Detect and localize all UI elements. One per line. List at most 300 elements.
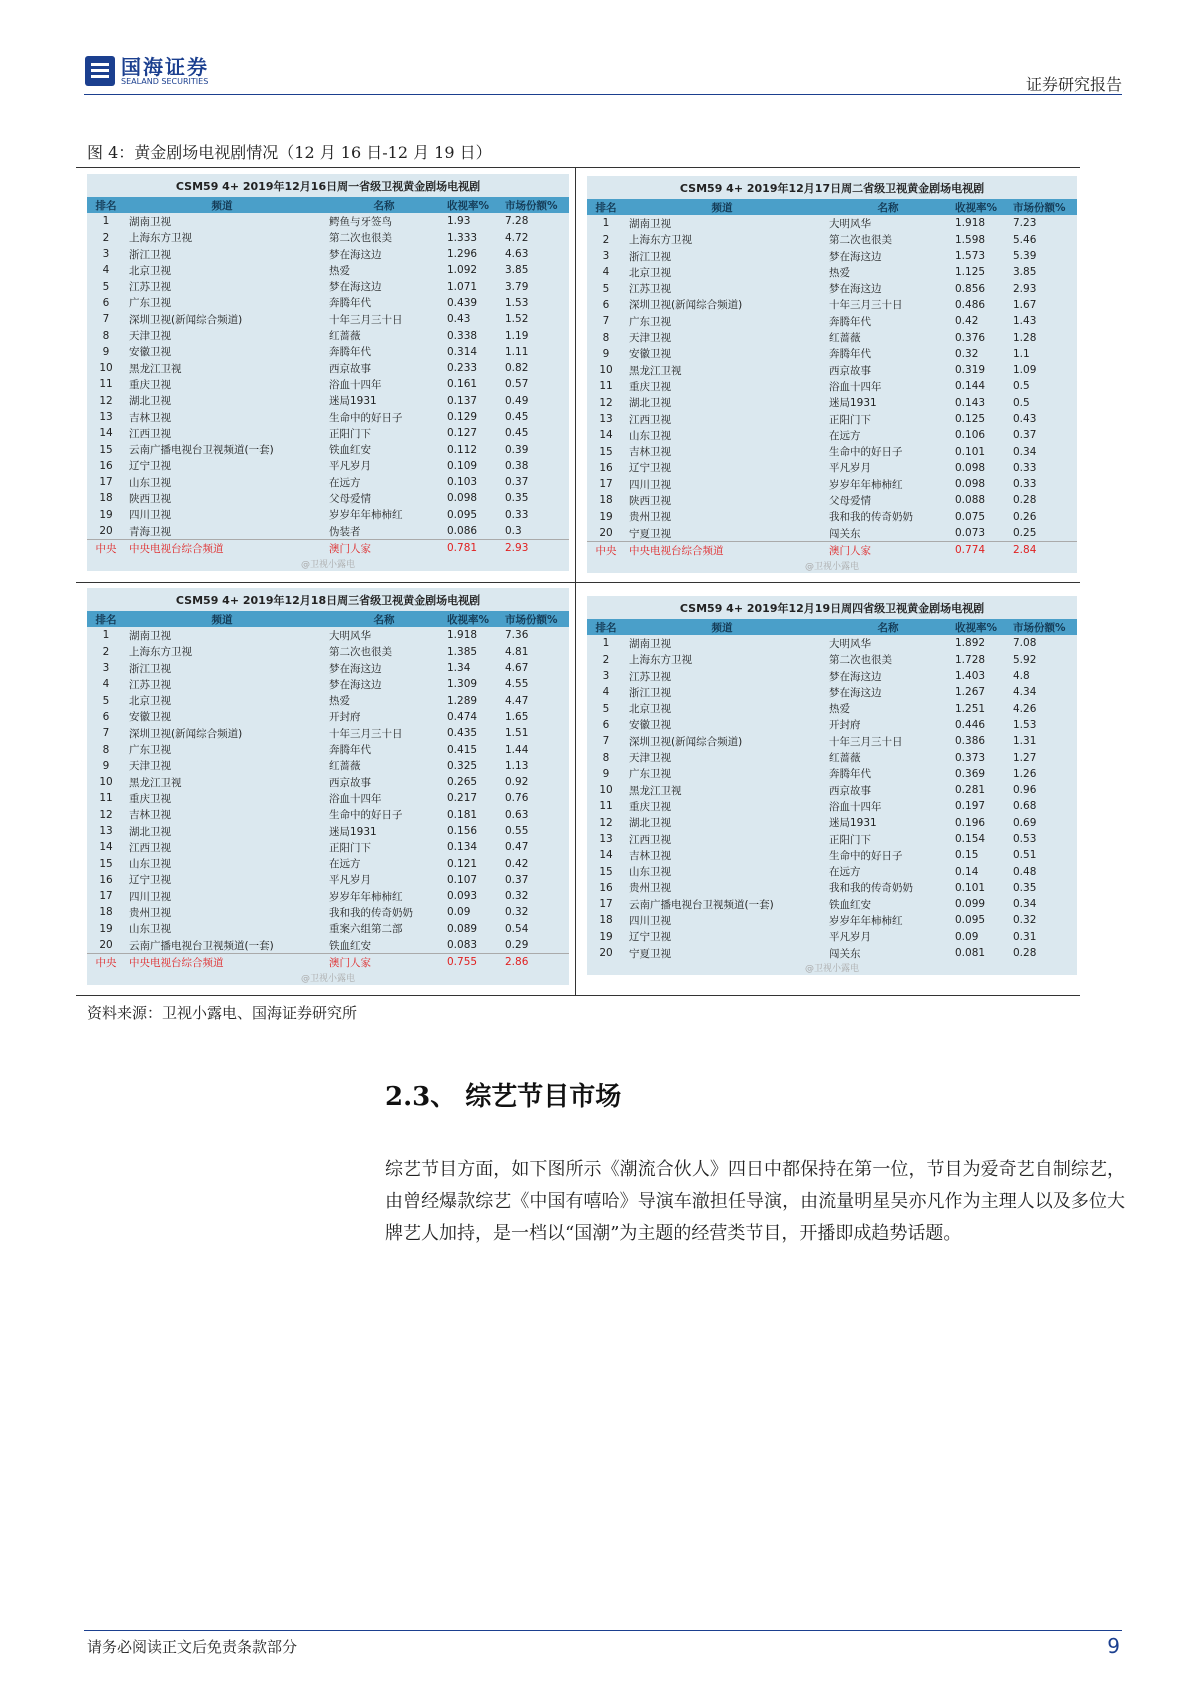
table-cell: 宁夏卫视 [629, 947, 671, 960]
table-cell: 1.918 [955, 217, 986, 230]
table-row [87, 660, 569, 676]
table-cell: 安徽卫视 [629, 348, 671, 361]
table-cell: 热爱 [329, 695, 350, 708]
table-row [587, 248, 1077, 264]
table-cell: 0.42 [955, 315, 979, 328]
table-cell: 9 [102, 345, 110, 358]
table-cell: 生命中的好日子 [829, 849, 903, 862]
table-cell: 吉林卫视 [129, 411, 171, 424]
table-cell: 热爱 [329, 264, 350, 277]
table-cell: 四川卫视 [129, 890, 171, 903]
table-cell: 7 [602, 735, 610, 748]
table-cell: 18 [99, 492, 113, 505]
cctv-row [87, 953, 569, 970]
table-cell: 3.79 [505, 280, 529, 293]
table-row [87, 692, 569, 708]
table-cell: 0.32 [505, 906, 529, 919]
table-cell: 在远方 [829, 429, 861, 442]
table-cell: 18 [599, 914, 613, 927]
table-cell: 陕西卫视 [629, 494, 671, 507]
table-cell: 梦在海这边 [329, 248, 382, 261]
table-cell: 奔腾年代 [829, 348, 871, 361]
table-cell: 第二次也很美 [329, 232, 392, 245]
table-row [587, 929, 1077, 945]
table-cell: 4.63 [505, 248, 529, 261]
table-cell: 闯关东 [829, 527, 861, 540]
table-cell: 17 [599, 898, 613, 911]
table-cell: 1.09 [1013, 364, 1037, 377]
table-row [587, 443, 1077, 459]
table-cell: 0.095 [955, 914, 986, 927]
table-cell: 10 [599, 784, 613, 797]
page-number: 9 [1107, 1634, 1120, 1658]
table-cell: 16 [599, 461, 613, 474]
table-cell: 1.67 [1013, 298, 1037, 311]
table-cell: 2 [602, 653, 610, 666]
table-row [87, 409, 569, 425]
table-cell: 梦在海这边 [329, 678, 382, 691]
table-cell: 0.098 [955, 461, 986, 474]
table-row [587, 378, 1077, 394]
table-cell: 0.42 [505, 857, 529, 870]
column-header: 名称 [877, 621, 899, 634]
column-header: 排名 [95, 199, 117, 212]
table-cell: 山东卫视 [129, 858, 171, 871]
table-cell: 7.36 [505, 629, 529, 642]
table-cell: 12 [599, 396, 613, 409]
table-row [587, 297, 1077, 313]
table-cell: 安徽卫视 [129, 346, 171, 359]
table-row [587, 717, 1077, 733]
table-cell: 黑龙江卫视 [129, 362, 182, 375]
table-cell: 西京故事 [329, 776, 371, 789]
table-cell: 0.82 [505, 362, 529, 375]
table-cell: 13 [599, 413, 613, 425]
table-cell: 我和我的传奇奶奶 [329, 906, 413, 919]
table-cell: 0.088 [955, 494, 986, 507]
table-cell: 大明风华 [829, 637, 871, 650]
table-cell: 父母爱情 [329, 492, 371, 505]
table-cell: 正阳门下 [829, 833, 871, 846]
table-cell: 江西卫视 [129, 427, 171, 440]
table-cell: 辽宁卫视 [629, 462, 671, 475]
table-cell: 9 [602, 347, 610, 360]
table-cell: 奔腾年代 [329, 297, 371, 310]
table-cell: 0.29 [505, 939, 529, 952]
table-cell: 0.51 [1013, 849, 1037, 862]
table-cell: 1 [602, 637, 610, 650]
table-cell: 江西卫视 [129, 841, 171, 854]
table-cell: 12 [599, 816, 613, 829]
table-cell: 北京卫视 [629, 266, 671, 279]
table-row [87, 327, 569, 343]
table-cell: 1.309 [447, 678, 478, 691]
table-cell: 0.281 [955, 784, 986, 797]
table-cell: 6 [102, 710, 110, 723]
table-header [587, 619, 1077, 635]
table-cell: 0.5 [1013, 380, 1030, 393]
table-cell: 0.45 [505, 427, 529, 440]
table-cell: 奔腾年代 [829, 315, 871, 328]
table-cell: 0.96 [1013, 784, 1037, 797]
table-cell: 0.28 [1013, 947, 1037, 960]
table-cell: 1.892 [955, 637, 986, 650]
table-row [587, 427, 1077, 443]
table-cell: 正阳门下 [329, 841, 371, 854]
table-cell: 0.15 [955, 849, 979, 862]
table-cell: 15 [99, 857, 113, 870]
table-cell: 1 [102, 629, 110, 642]
table-cell: 1.296 [447, 248, 478, 261]
table-cell: 13 [599, 833, 613, 845]
figure-caption: 图 4：黄金剧场电视剧情况（12 月 16 日-12 月 19 日） [87, 143, 492, 162]
table-cell: 贵州卫视 [629, 511, 671, 524]
table-cell: 0.68 [1013, 800, 1037, 813]
table-cell: 5.92 [1013, 653, 1037, 666]
table-cell: 1.34 [447, 662, 471, 675]
table-cell: 0.083 [447, 939, 478, 952]
table-cell: 11 [599, 380, 613, 393]
table-cell: 岁岁年年柿柿红 [829, 478, 903, 491]
table-cell: 0.55 [505, 825, 529, 837]
figure-source: 资料来源：卫视小露电、国海证券研究所 [87, 1004, 358, 1022]
table-cell: 7 [102, 313, 110, 326]
table-row [87, 758, 569, 774]
table-row [587, 896, 1077, 912]
table-cell: 0.103 [447, 476, 478, 489]
table-cell: 0.37 [1013, 429, 1037, 442]
table-cell: 1.289 [447, 694, 478, 707]
table-cell: 梦在海这边 [829, 283, 882, 296]
table-row [587, 346, 1077, 362]
ratings-table [587, 596, 1077, 975]
table-cell: 12 [99, 808, 113, 821]
table-cell: 伪装者 [329, 525, 361, 538]
table-cell: 0.196 [955, 816, 986, 829]
table-row [87, 627, 569, 643]
table-cell: 岁岁年年柿柿红 [329, 890, 403, 903]
table-cell: 5 [102, 280, 110, 293]
table-cell: 13 [99, 825, 113, 837]
table-cell: 0.369 [955, 767, 986, 780]
table-cell: 1.93 [447, 215, 471, 228]
table-cell: 山东卫视 [629, 866, 671, 879]
table-cell: 1.403 [955, 670, 986, 683]
table-cell: 广东卫视 [129, 744, 171, 757]
table-cell: 0.39 [505, 443, 529, 456]
table-cell: 安徽卫视 [629, 719, 671, 732]
table-cell: 0.856 [955, 282, 986, 295]
table-row [87, 709, 569, 725]
table-cell: 我和我的传奇奶奶 [829, 511, 913, 524]
table-row [587, 509, 1077, 525]
table-cell: 9 [602, 767, 610, 780]
table-cell: 0.181 [447, 808, 478, 821]
table-cell: 0.098 [955, 478, 986, 491]
table-cell: 4.55 [505, 678, 529, 691]
table-cell: 大明风华 [329, 629, 371, 642]
table-cell: 浙江卫视 [629, 250, 671, 263]
table-cell: 澳门人家 [329, 956, 371, 969]
table-cell: 迷局1931 [329, 395, 377, 408]
table-cell: 江苏卫视 [629, 283, 671, 296]
table-cell: 湖北卫视 [629, 397, 671, 410]
column-header: 市场份额% [1013, 201, 1066, 214]
table-cell: 山东卫视 [129, 923, 171, 936]
table-cell: 0.774 [955, 544, 986, 557]
table-cell: 迷局1931 [829, 817, 877, 830]
table-row [587, 668, 1077, 684]
table-row [87, 839, 569, 855]
table-cell: 19 [599, 510, 613, 523]
table-cell: 13 [99, 411, 113, 423]
table-row [587, 912, 1077, 928]
table-row [87, 790, 569, 806]
table-cell: 0.101 [955, 881, 986, 894]
table-cell: 1.598 [955, 233, 986, 246]
table-cell: 十年三月三十日 [329, 313, 403, 326]
table-row [587, 362, 1077, 378]
table-row [587, 460, 1077, 476]
table-cell: 3 [602, 250, 610, 263]
table-cell: 0.43 [1013, 413, 1037, 425]
table-row [587, 635, 1077, 651]
table-row [87, 725, 569, 741]
table-cell: 第二次也很美 [329, 646, 392, 659]
table-cell: 北京卫视 [129, 264, 171, 277]
table-cell: 0.075 [955, 510, 986, 523]
table-cell: 重庆卫视 [629, 380, 671, 393]
table-cell: 黑龙江卫视 [629, 364, 682, 377]
table-cell: 0.53 [1013, 833, 1037, 845]
table-title: CSM59 4+ 2019年12月17日周二省级卫视黄金剧场电视剧 [679, 182, 985, 195]
table-cell: 1 [602, 217, 610, 230]
table-cell: 平凡岁月 [829, 462, 871, 475]
table-cell: 大明风华 [829, 217, 871, 230]
table-row [87, 295, 569, 311]
table-row [87, 676, 569, 692]
table-header [87, 611, 569, 627]
table-cell: 15 [599, 445, 613, 458]
table-cell: 0.54 [505, 922, 529, 935]
table-cell: 热爱 [829, 703, 850, 716]
table-cell: 青海卫视 [129, 525, 171, 538]
table-cell: 湖南卫视 [629, 217, 671, 230]
table-cell: 0.34 [1013, 898, 1037, 911]
table-cell: 0.314 [447, 345, 478, 358]
table-cell: 1.251 [955, 702, 986, 715]
table-cell: 14 [599, 429, 613, 442]
table-cell: 0.76 [505, 792, 529, 805]
table-cell: 0.57 [505, 378, 529, 391]
table-cell: 澳门人家 [829, 544, 871, 557]
table-cell: 吉林卫视 [129, 809, 171, 822]
table-cell: 北京卫视 [629, 703, 671, 716]
table-cell: 2 [102, 645, 110, 658]
table-cell: 0.09 [955, 930, 979, 943]
table-cell: 9 [102, 759, 110, 772]
table-cell: 重案六组第二部 [329, 923, 403, 936]
table-row [587, 863, 1077, 879]
table-title: CSM59 4+ 2019年12月18日周三省级卫视黄金剧场电视剧 [175, 594, 481, 607]
table-cell: 8 [602, 331, 610, 344]
table-cell: 江苏卫视 [129, 678, 171, 691]
table-cell: 梦在海这边 [829, 670, 882, 683]
table-cell: 16 [99, 459, 113, 472]
logo-en: SEALAND SECURITIES [121, 76, 209, 86]
table-cell: 十年三月三十日 [829, 735, 903, 748]
table-cell: 天津卫视 [129, 330, 171, 343]
ratings-table [87, 588, 569, 985]
table-cell: 0.125 [955, 413, 986, 425]
table-cell: 0.338 [447, 329, 478, 342]
table-cell: 0.32 [955, 347, 979, 360]
table-cell: 平凡岁月 [329, 874, 371, 887]
table-cell: 0.474 [447, 710, 478, 723]
table-row [587, 700, 1077, 716]
table-row [87, 507, 569, 523]
table-cell: 1.267 [955, 686, 986, 699]
table-cell: 14 [599, 849, 613, 862]
table-row [87, 360, 569, 376]
table-row [87, 311, 569, 327]
table-cell: 红蔷薇 [829, 332, 861, 345]
table-cell: 0.143 [955, 396, 986, 409]
table-cell: 20 [99, 939, 113, 952]
table-row [87, 344, 569, 360]
table-cell: 0.26 [1013, 510, 1037, 523]
table-cell: 重庆卫视 [129, 378, 171, 391]
table-row [587, 798, 1077, 814]
table-row [587, 476, 1077, 492]
table-row [587, 329, 1077, 345]
table-cell: 6 [602, 718, 610, 731]
column-header: 收视率% [447, 199, 490, 212]
table-cell: 开封府 [329, 711, 361, 724]
table-cell: 0.63 [505, 808, 529, 821]
table-cell: 澳门人家 [329, 542, 371, 555]
column-header: 频道 [711, 201, 733, 214]
footer-divider [84, 1630, 1122, 1631]
table-cell: 4 [102, 264, 110, 277]
table-cell: 江苏卫视 [629, 670, 671, 683]
table-cell: 迷局1931 [829, 397, 877, 410]
table-row [587, 411, 1077, 427]
table-cell: 黑龙江卫视 [629, 784, 682, 797]
table-cell: 1.333 [447, 231, 478, 244]
table-cell: 红蔷薇 [829, 752, 861, 765]
table-cell: 上海东方卫视 [129, 646, 192, 659]
table-cell: 15 [99, 443, 113, 456]
table-row [87, 872, 569, 888]
table-cell: 0.446 [955, 718, 986, 731]
table-row [87, 774, 569, 790]
table-row [587, 831, 1077, 847]
table-cell: 0.25 [1013, 527, 1037, 540]
table-row [87, 523, 569, 539]
table-row [87, 490, 569, 506]
table-cell: 平凡岁月 [329, 460, 371, 473]
table-cell: 0.112 [447, 443, 478, 456]
table-cell: 闯关东 [829, 947, 861, 960]
table-row [587, 313, 1077, 329]
frame-vertical [575, 167, 576, 995]
table-cell: 西京故事 [829, 364, 871, 377]
table-cell: 0.319 [955, 364, 986, 377]
table-cell: 4.34 [1013, 686, 1037, 699]
table-row [87, 213, 569, 229]
table-row [587, 215, 1077, 231]
table-cell: 5.39 [1013, 250, 1037, 263]
table-cell: 重庆卫视 [129, 792, 171, 805]
table-cell: 0.45 [505, 411, 529, 423]
table-cell: 铁血红安 [329, 444, 371, 457]
table-row [587, 492, 1077, 508]
table-cell: 0.098 [447, 492, 478, 505]
table-cell: 迷局1931 [329, 825, 377, 838]
table-cell: 贵州卫视 [129, 906, 171, 919]
table-cell: 0.121 [447, 857, 478, 870]
table-cell: 3 [102, 662, 110, 675]
table-cell: 18 [599, 494, 613, 507]
table-cell: 1.52 [505, 313, 529, 326]
table-row [587, 766, 1077, 782]
table-cell: 深圳卫视(新闻综合频道) [629, 735, 743, 748]
table-cell: 0.154 [955, 833, 986, 845]
table-cell: 0.093 [447, 890, 478, 903]
table-cell: 浴血十四年 [329, 792, 382, 805]
table-cell: 0.233 [447, 362, 478, 375]
table-cell: 1.728 [955, 653, 986, 666]
logo-cn: 国海证券 [121, 54, 209, 79]
table-cell: 山东卫视 [129, 476, 171, 489]
table-cell: 红蔷薇 [329, 330, 361, 343]
table-cell: 中央电视台综合频道 [129, 956, 224, 969]
table-row [87, 278, 569, 294]
table-cell: 红蔷薇 [329, 760, 361, 773]
table-cell: 8 [102, 329, 110, 342]
table-cell: 1.071 [447, 280, 478, 293]
table-cell: 1.1 [1013, 347, 1030, 360]
table-cell: 浴血十四年 [829, 380, 882, 393]
table-row [87, 458, 569, 474]
frame-bottom [76, 995, 1080, 996]
table-cell: 10 [99, 362, 113, 375]
table-cell: 云南广播电视台卫视频道(一套) [629, 898, 774, 911]
table-cell: 重庆卫视 [629, 800, 671, 813]
column-header: 市场份额% [1013, 621, 1066, 634]
table-cell: 在远方 [329, 858, 361, 871]
table-cell: 中央电视台综合频道 [629, 544, 724, 557]
table-cell: 1.26 [1013, 767, 1037, 780]
table-cell: 1.28 [1013, 331, 1037, 344]
table-cell: 4.47 [505, 694, 529, 707]
table-cell: 7.23 [1013, 217, 1037, 230]
table-cell: 正阳门下 [829, 413, 871, 426]
table-cell: 深圳卫视(新闻综合频道) [129, 727, 243, 740]
table-cell: 0.3 [505, 525, 522, 538]
table-cell: 4 [102, 678, 110, 691]
table-cell: 0.373 [955, 751, 986, 764]
table-cell: 2 [602, 233, 610, 246]
table-cell: 0.089 [447, 922, 478, 935]
table-cell: 梦在海这边 [829, 686, 882, 699]
table-cell: 3 [102, 248, 110, 261]
column-header: 频道 [211, 199, 233, 212]
table-cell: 2.86 [505, 956, 529, 969]
table-row [587, 945, 1077, 961]
table-cell: 0.37 [505, 873, 529, 886]
